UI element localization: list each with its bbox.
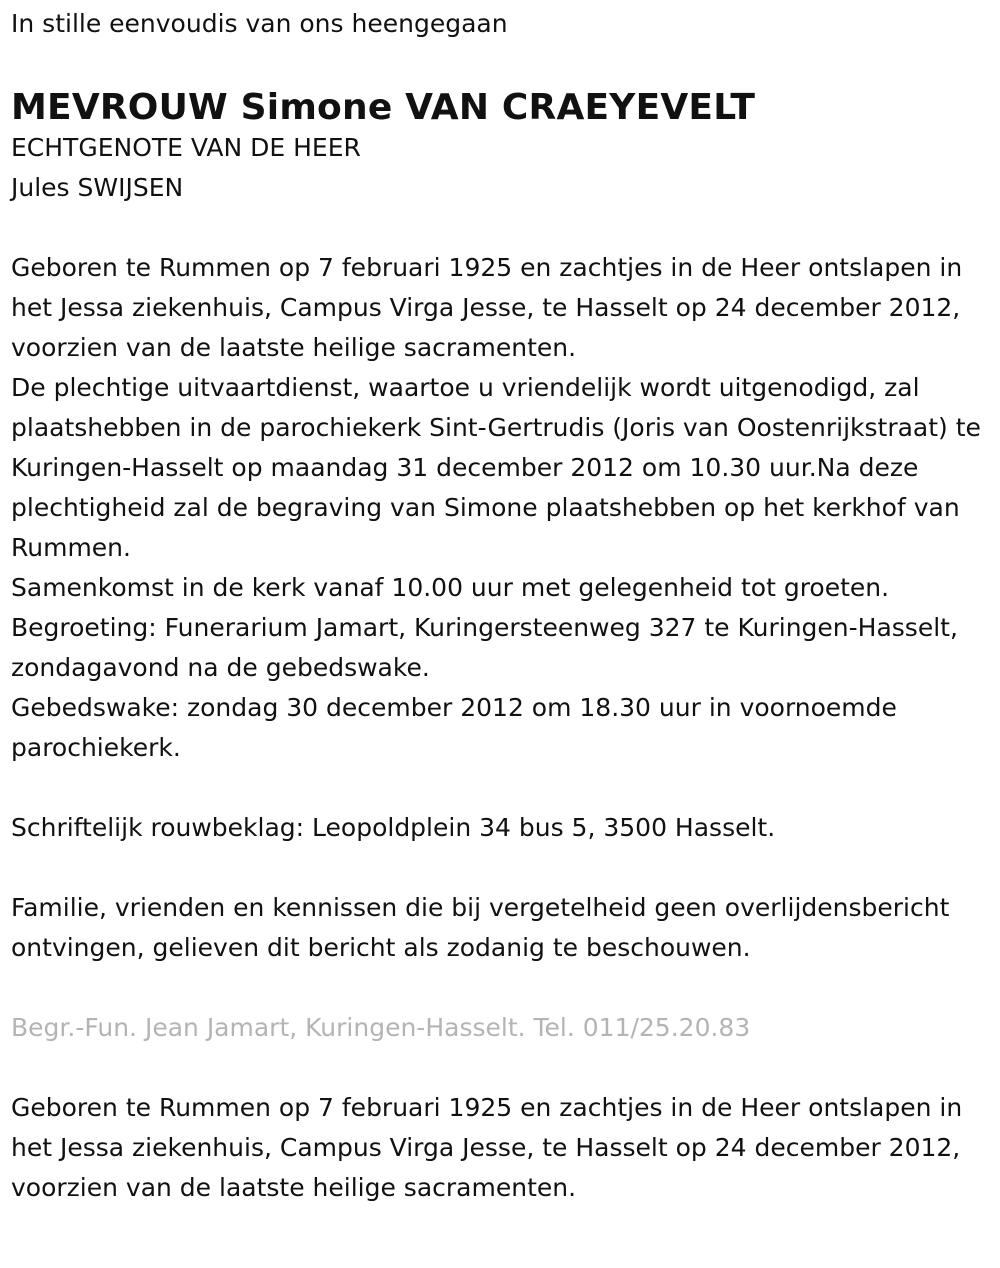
funeral-service-paragraph: De plechtige uitvaartdienst, waartoe u vriendelijk wordt uitgenodigd, zal plaatshebben in de parochiekerk Sint-Gertrudis (Joris van Oostenrijkstraat) te Kuringen-Hasselt op maandag 31 december 2012 om 10.30 uur.Na deze plechtigheid zal de begraving van Simone plaatshebben op het kerkhof van Rummen. — [11, 373, 981, 562]
deceased-name: MEVROUW Simone VAN CRAEYEVELT — [11, 87, 756, 128]
gathering-paragraph: Samenkomst in de kerk vanaf 10.00 uur met gelegenheid tot groeten. — [11, 573, 890, 602]
spouse-name: Jules SWIJSEN — [11, 173, 184, 202]
relation-text: ECHTGENOTE VAN DE HEER — [11, 133, 361, 162]
spacer — [11, 208, 996, 248]
announcement-block — [11, 248, 996, 768]
spacer — [11, 768, 996, 808]
spacer — [11, 1048, 996, 1088]
intro-text: In stille eenvoudis van ons heengegaan — [11, 9, 508, 38]
repeat-paragraph: Geboren te Rummen op 7 februari 1925 en zachtjes in de Heer ontslapen in het Jessa ziekenhuis, Campus Virga Jesse, te Hasselt op 24 december 2012, voorzien van de laatste heilige sacramenten. — [11, 1093, 963, 1202]
funeral-home-credit: Begr.-Fun. Jean Jamart, Kuringen-Hasselt. Tel. 011/25.20.83 — [11, 1013, 751, 1042]
notice-paragraph: Familie, vrienden en kennissen die bij vergetelheid geen overlijdensbericht ontvingen, gelieven dit bericht als zodanig te beschouwen. — [11, 893, 950, 962]
birth-death-paragraph: Geboren te Rummen op 7 februari 1925 en zachtjes in de Heer ontslapen in het Jessa ziekenhuis, Campus Virga Jesse, te Hasselt op 24 december 2012, voorzien van de laatste heilige sacramenten. — [11, 253, 963, 362]
visitation-paragraph: Begroeting: Funerarium Jamart, Kuringersteenweg 327 te Kuringen-Hasselt, zondagavond na de gebedswake. — [11, 613, 958, 682]
obituary-document — [11, 0, 996, 1208]
spacer — [11, 968, 996, 1008]
condolences-address: Schriftelijk rouwbeklag: Leopoldplein 34 bus 5, 3500 Hasselt. — [11, 813, 776, 842]
prayer-vigil-paragraph: Gebedswake: zondag 30 december 2012 om 18.30 uur in voornoemde parochiekerk. — [11, 693, 897, 762]
spacer — [11, 848, 996, 888]
